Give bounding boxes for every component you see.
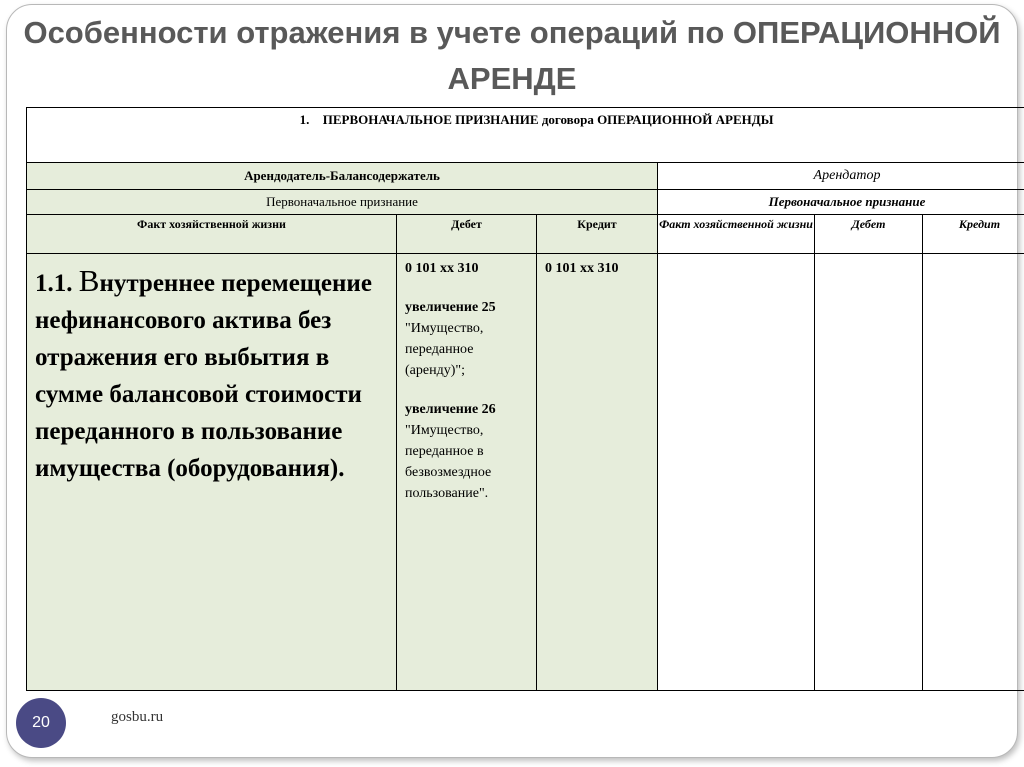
- fact-cap: В: [78, 263, 100, 298]
- lessee-fact-cell: [658, 254, 815, 691]
- section-title: ПЕРВОНАЧАЛЬНОЕ ПРИЗНАНИЕ договора ОПЕРАЦИОННОЙ АРЕНДЫ: [322, 112, 774, 127]
- accounting-table: [26, 107, 1024, 691]
- section-header-row: [27, 108, 1024, 163]
- debit-increase-26-text: "Имущество, переданное в безвозмездное пользование".: [405, 423, 492, 501]
- section-number: 1.: [299, 112, 310, 127]
- debit-increase-26: увеличение 26: [405, 402, 496, 417]
- lessee-header: Арендатор: [658, 163, 1024, 190]
- lessee-credit-cell: [923, 254, 1024, 691]
- fact-rest: нутреннее перемещение нефинансового актива без отражения его выбытия в сумме балансовой стоимости переданного в пользование имущества (оборудования).: [35, 270, 372, 482]
- fact-text: [27, 254, 396, 487]
- credit-account: 0 101 хх 310: [545, 261, 619, 276]
- page-number-badge: 20: [16, 698, 66, 748]
- col-credit-left: Кредит: [537, 215, 658, 254]
- col-fact-right: Факт хозяйственной жизни: [658, 215, 815, 254]
- fact-cell: [27, 254, 397, 691]
- debit-increase-25: увеличение 25: [405, 300, 496, 315]
- source-label: gosbu.ru: [111, 709, 164, 725]
- slide-title-line2: АРЕНДЕ: [447, 61, 577, 96]
- section-header-cell: [27, 108, 1024, 163]
- col-fact-left: Факт хозяйственной жизни: [27, 215, 397, 254]
- recognition-row: [27, 190, 1024, 215]
- col-credit-right: Кредит: [923, 215, 1024, 254]
- credit-cell: [537, 254, 658, 691]
- column-header-row: [27, 215, 1024, 254]
- credit-content: [537, 254, 657, 279]
- debit-content: [397, 254, 536, 504]
- party-row: [27, 163, 1024, 190]
- fact-prefix: 1.1.: [35, 270, 79, 297]
- recognition-right: Первоначальное признание: [658, 190, 1024, 215]
- lessee-debit-cell: [815, 254, 923, 691]
- slide-title: [0, 10, 1024, 102]
- debit-account: 0 101 хх 310: [405, 261, 479, 276]
- table-row: [27, 254, 1024, 691]
- debit-cell: [397, 254, 537, 691]
- col-debit-left: Дебет: [397, 215, 537, 254]
- lessor-header: Арендодатель-Балансодержатель: [27, 163, 658, 190]
- col-debit-right: Дебет: [815, 215, 923, 254]
- recognition-left: Первоначальное признание: [27, 190, 658, 215]
- debit-increase-25-text: "Имущество, переданное (аренду)";: [405, 321, 484, 378]
- slide-title-line1: Особенности отражения в учете операций по ОПЕРАЦИОННОЙ: [23, 15, 1001, 50]
